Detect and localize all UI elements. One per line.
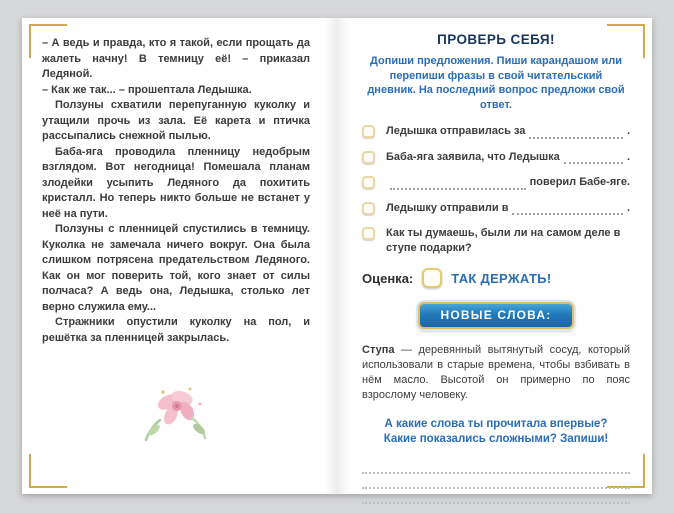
question-text (386, 124, 630, 139)
question-text (386, 175, 630, 190)
score-checkbox[interactable] (422, 268, 442, 288)
question-before-text: Баба-яга заявила, что Ледышка (386, 150, 560, 163)
story-paragraph: – Как же так... – прошептала Ледышка. (42, 83, 252, 96)
new-words-prompt: А какие слова ты прочитала впервые? Какие показались сложными? Запиши! (383, 418, 609, 445)
question-checkbox[interactable] (362, 227, 375, 240)
answer-blank[interactable] (512, 204, 622, 215)
writing-lines (362, 459, 630, 513)
story-paragraph: Ползуны с пленницей спустились в темницу. Куколка не замечала ничего вокруг. Она была слишком потрясена предательством Ледяного. Как он мог поверить той, кого знает от силы полчаса? А ведь она, Ледышка, столько лет верно служила ему... (42, 223, 310, 313)
answer-blank[interactable] (564, 153, 623, 164)
question-checkbox[interactable] (362, 202, 375, 215)
score-row (362, 268, 630, 288)
flower-decoration (42, 380, 310, 451)
question-before-text: Ледышку отправили в (386, 201, 509, 214)
flower-icon (130, 380, 222, 446)
question-item (362, 150, 630, 165)
left-page (22, 18, 336, 494)
answer-blank[interactable] (390, 179, 526, 190)
question-item (362, 226, 630, 255)
writing-line[interactable] (362, 489, 630, 504)
question-after-text: . (626, 201, 630, 214)
question-item (362, 201, 630, 216)
new-words-badge: НОВЫЕ СЛОВА: (418, 302, 573, 329)
question-checkbox[interactable] (362, 176, 375, 189)
question-text (386, 150, 630, 165)
writing-line[interactable] (362, 459, 630, 474)
writing-line[interactable] (362, 504, 630, 513)
question-item (362, 175, 630, 190)
answer-blank[interactable] (529, 128, 623, 139)
question-text (386, 201, 630, 216)
question-item (362, 124, 630, 139)
story-paragraph: Стражники опустили куколку на пол, и решётка за пленницей закрылась. (42, 316, 310, 344)
question-after-text: . (626, 150, 630, 163)
right-page (336, 18, 652, 494)
check-yourself-title: ПРОВЕРЬ СЕБЯ! (437, 32, 555, 47)
definition-body: — деревянный вытянутый сосуд, который использовали в старые времена, чтобы взбивать в нём масло. Высотой он примерно по пояс взрослому человеку. (362, 344, 630, 401)
story-paragraph: Баба-яга проводила пленницу недобрым взглядом. Вот негодница! Помешала планам злодейки усыпить Ледяного да похитить кристалл. Но теперь никто больше не встанет у неё на пути. (42, 145, 310, 220)
question-list (362, 124, 630, 255)
question-after-text: поверил Бабе-яге. (529, 176, 630, 188)
score-label: Оценка: (362, 270, 414, 286)
score-value: ТАК ДЕРЖАТЬ! (451, 270, 552, 286)
question-before-text: Ледышка отправилась за (386, 125, 526, 137)
definition-term: Ступа (362, 344, 395, 356)
word-definition (362, 343, 630, 403)
story-paragraph: – А ведь и правда, кто я такой, если прощать да жалеть начну! В темницу её! – приказал Ледяной. (42, 37, 310, 80)
question-text: Как ты думаешь, были ли на самом деле в ступе подарки? (386, 227, 621, 254)
question-after-text: . (626, 125, 630, 137)
writing-line[interactable] (362, 474, 630, 489)
question-checkbox[interactable] (362, 125, 375, 138)
question-checkbox[interactable] (362, 151, 375, 164)
page-spread-paper (22, 18, 652, 494)
instructions-text: Допиши предложения. Пиши карандашом или перепиши фразы в свой читательский дневник. На последний вопрос предложи свой ответ. (367, 55, 625, 111)
story-paragraph: Ползуны схватили перепуганную куколку и утащили прочь из зала. Её карета и птичка рассыпались снежной пылью. (42, 99, 310, 142)
